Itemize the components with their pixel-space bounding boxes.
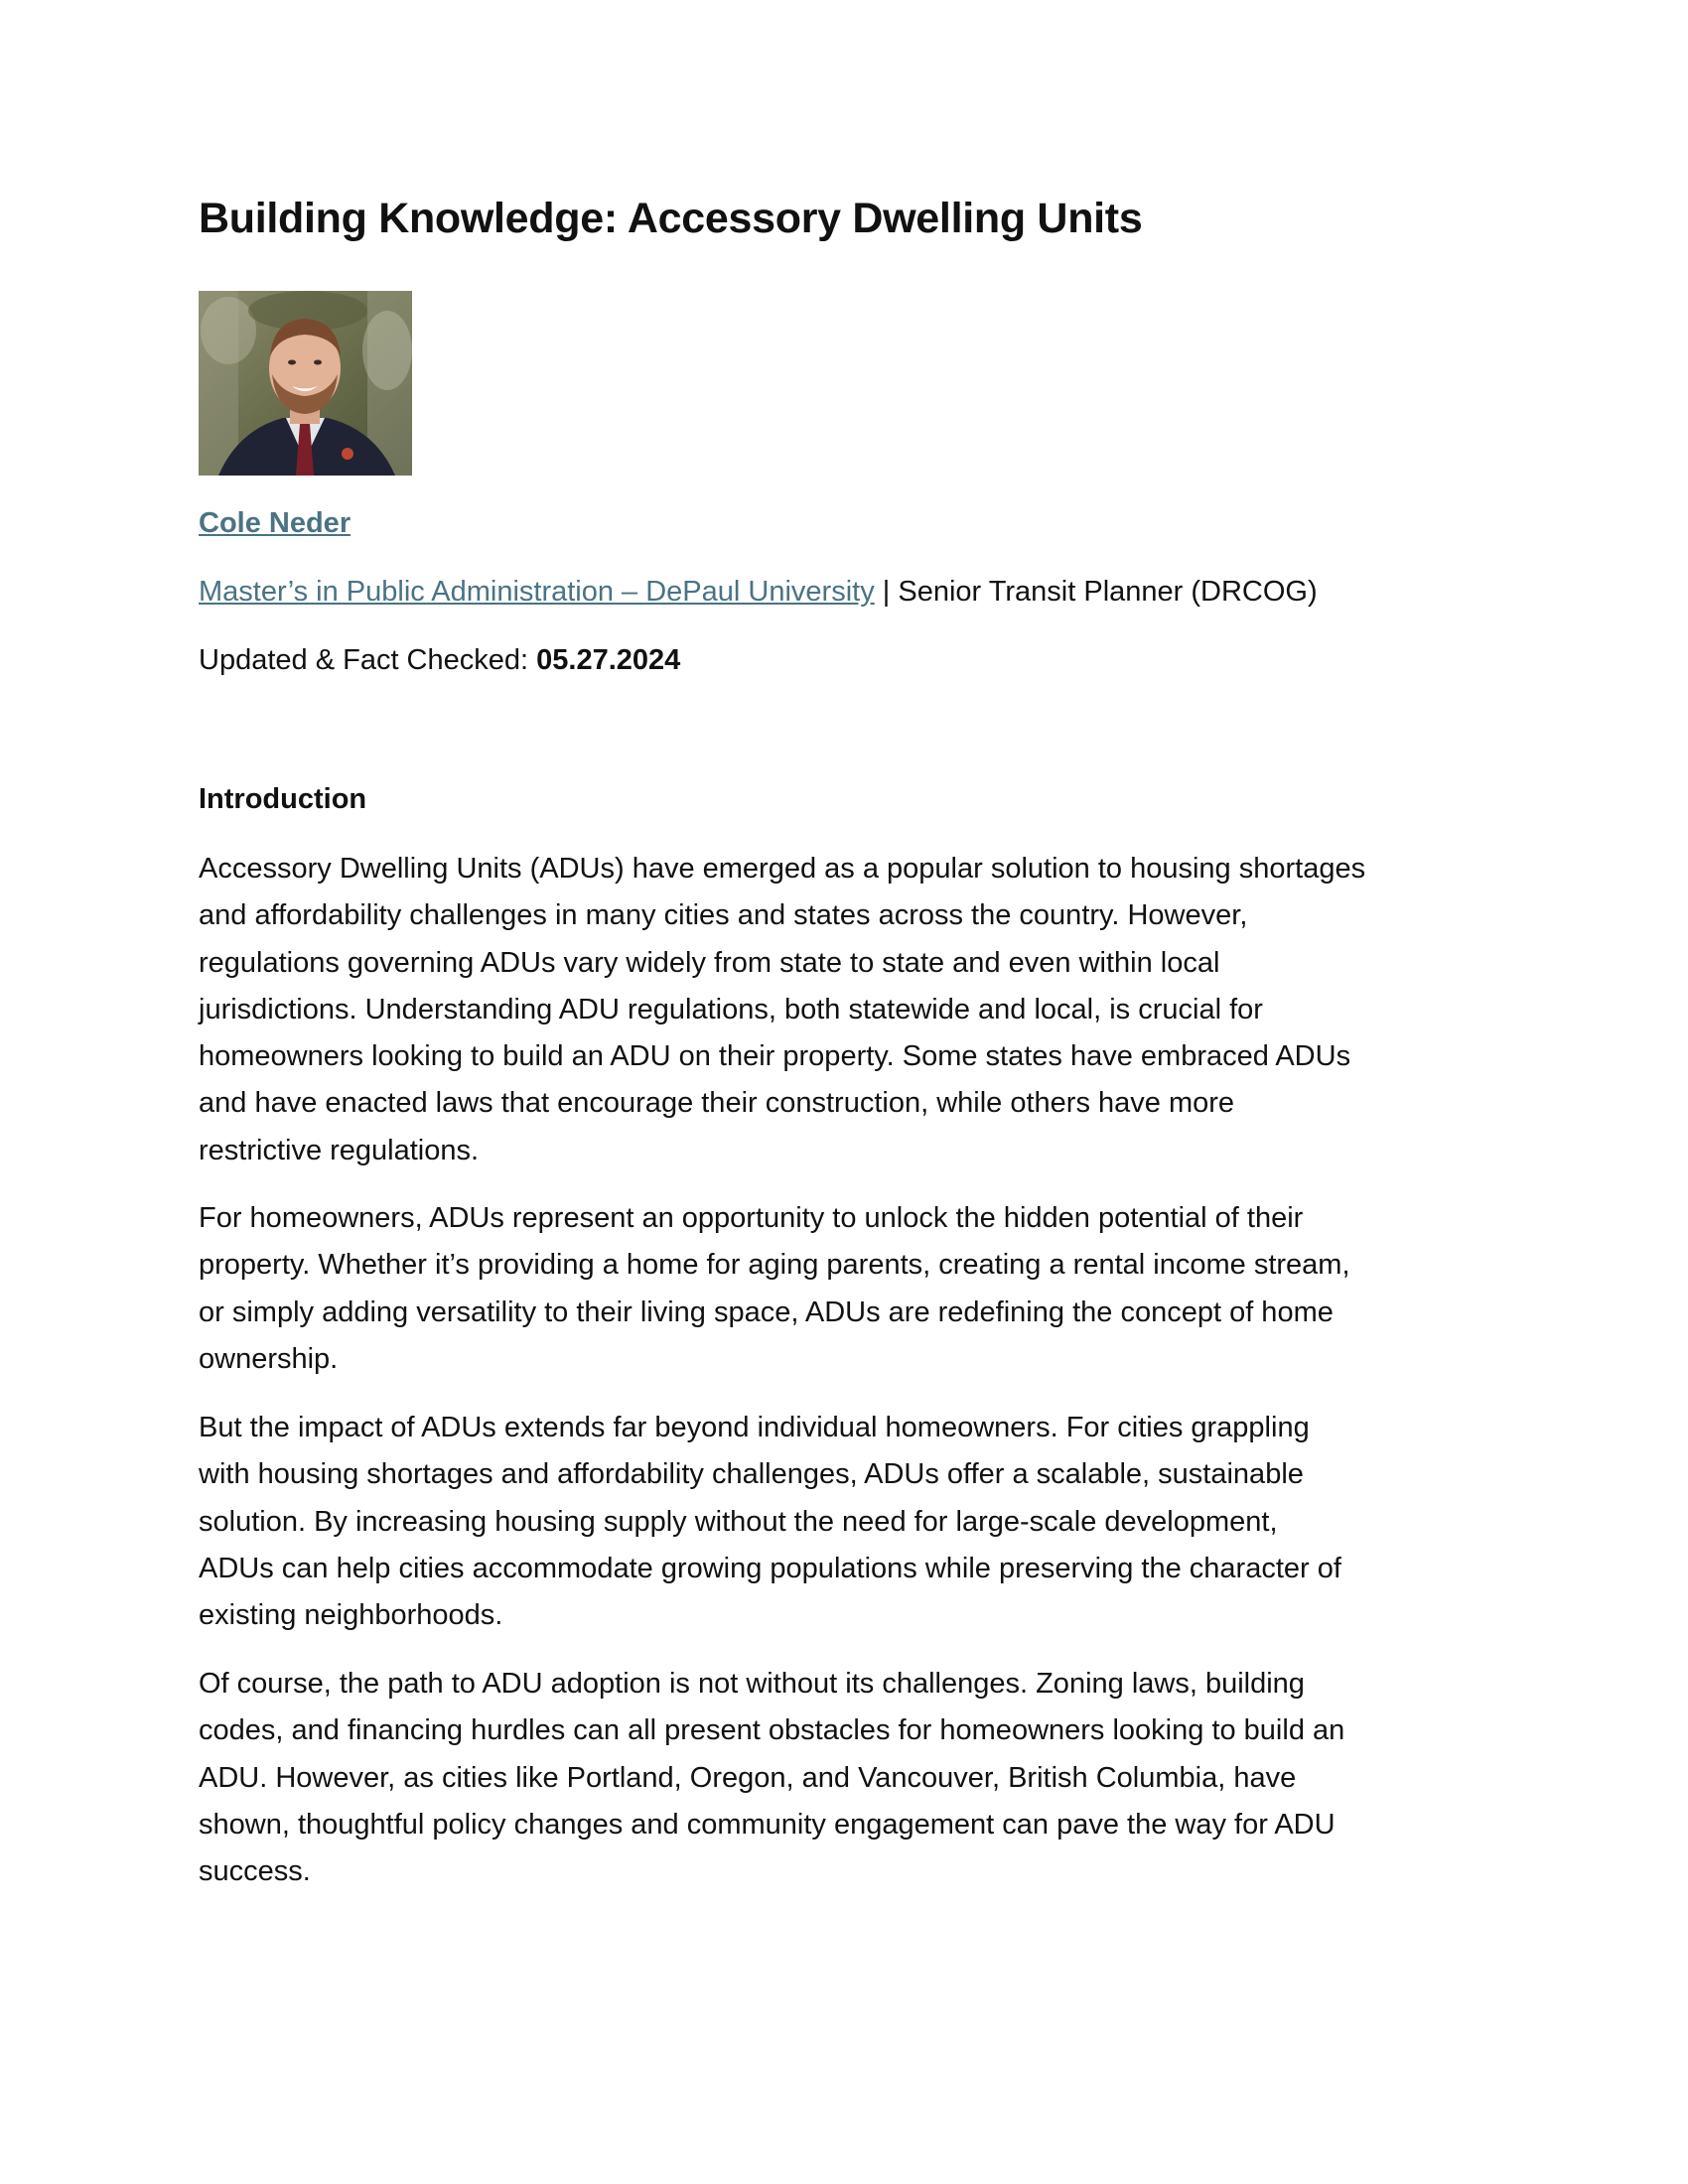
author-credentials	[199, 576, 1318, 609]
author-photo	[199, 291, 412, 476]
paragraph-line: homeowners looking to build an ADU on their property. Some states have embraced ADUs	[199, 1040, 1351, 1073]
paragraph-line: and affordability challenges in many cities and states across the country. However,	[199, 899, 1248, 932]
paragraph-line: shown, thoughtful policy changes and community engagement can pave the way for ADU	[199, 1808, 1336, 1841]
page-title: Building Knowledge: Accessory Dwelling Units	[199, 195, 1143, 242]
paragraph	[199, 1661, 1499, 1895]
paragraph-line: property. Whether it’s providing a home for aging parents, creating a rental income stream,	[199, 1249, 1350, 1282]
paragraph-line: solution. By increasing housing supply without the need for large-scale development,	[199, 1505, 1278, 1538]
paragraph-line: ownership.	[199, 1342, 339, 1375]
paragraph-line: regulations governing ADUs vary widely from state to state and even within local	[199, 946, 1220, 979]
paragraph-line: ADU. However, as cities like Portland, Oregon, and Vancouver, British Columbia, have	[199, 1761, 1297, 1794]
paragraph	[199, 1405, 1499, 1639]
paragraph-line: success.	[199, 1855, 311, 1888]
paragraph-line: Accessory Dwelling Units (ADUs) have emerged as a popular solution to housing shortages	[199, 853, 1366, 885]
paragraph-line: restrictive regulations.	[199, 1134, 480, 1166]
credential-separator: |	[882, 576, 891, 608]
paragraph-line: But the impact of ADUs extends far beyond individual homeowners. For cities grappling	[199, 1412, 1310, 1443]
paragraph	[199, 1195, 1499, 1383]
paragraph-line: codes, and financing hurdles can all present obstacles for homeowners looking to build an	[199, 1714, 1345, 1747]
paragraph-line: jurisdictions. Understanding ADU regulations, both statewide and local, is crucial for	[199, 993, 1263, 1025]
updated-line	[199, 644, 680, 677]
paragraph-line: ADUs can help cities accommodate growing populations while preserving the character of	[199, 1552, 1341, 1584]
paragraph-line: and have enacted laws that encourage their construction, while others have more	[199, 1087, 1235, 1120]
author-photo-icon	[199, 291, 412, 476]
paragraph	[199, 846, 1499, 1174]
updated-date: 05.27.2024	[536, 644, 681, 676]
paragraph-line: existing neighborhoods.	[199, 1599, 503, 1632]
paragraph-line: with housing shortages and affordability challenges, ADUs offer a scalable, sustainable	[199, 1458, 1304, 1491]
document-page	[199, 0, 1489, 2184]
author-name-link[interactable]: Cole Neder	[199, 507, 352, 539]
paragraph-line: Of course, the path to ADU adoption is not without its challenges. Zoning laws, building	[199, 1668, 1305, 1700]
author-role: Senior Transit Planner (DRCOG)	[898, 576, 1318, 608]
section-heading-introduction: Introduction	[199, 783, 367, 815]
credential-link[interactable]: Master’s in Public Administration – DePaul University	[199, 576, 875, 608]
paragraph-line: or simply adding versatility to their living space, ADUs are redefining the concept of home	[199, 1296, 1334, 1328]
paragraph-line: For homeowners, ADUs represent an opportunity to unlock the hidden potential of their	[199, 1202, 1304, 1234]
updated-label: Updated & Fact Checked:	[199, 644, 529, 676]
